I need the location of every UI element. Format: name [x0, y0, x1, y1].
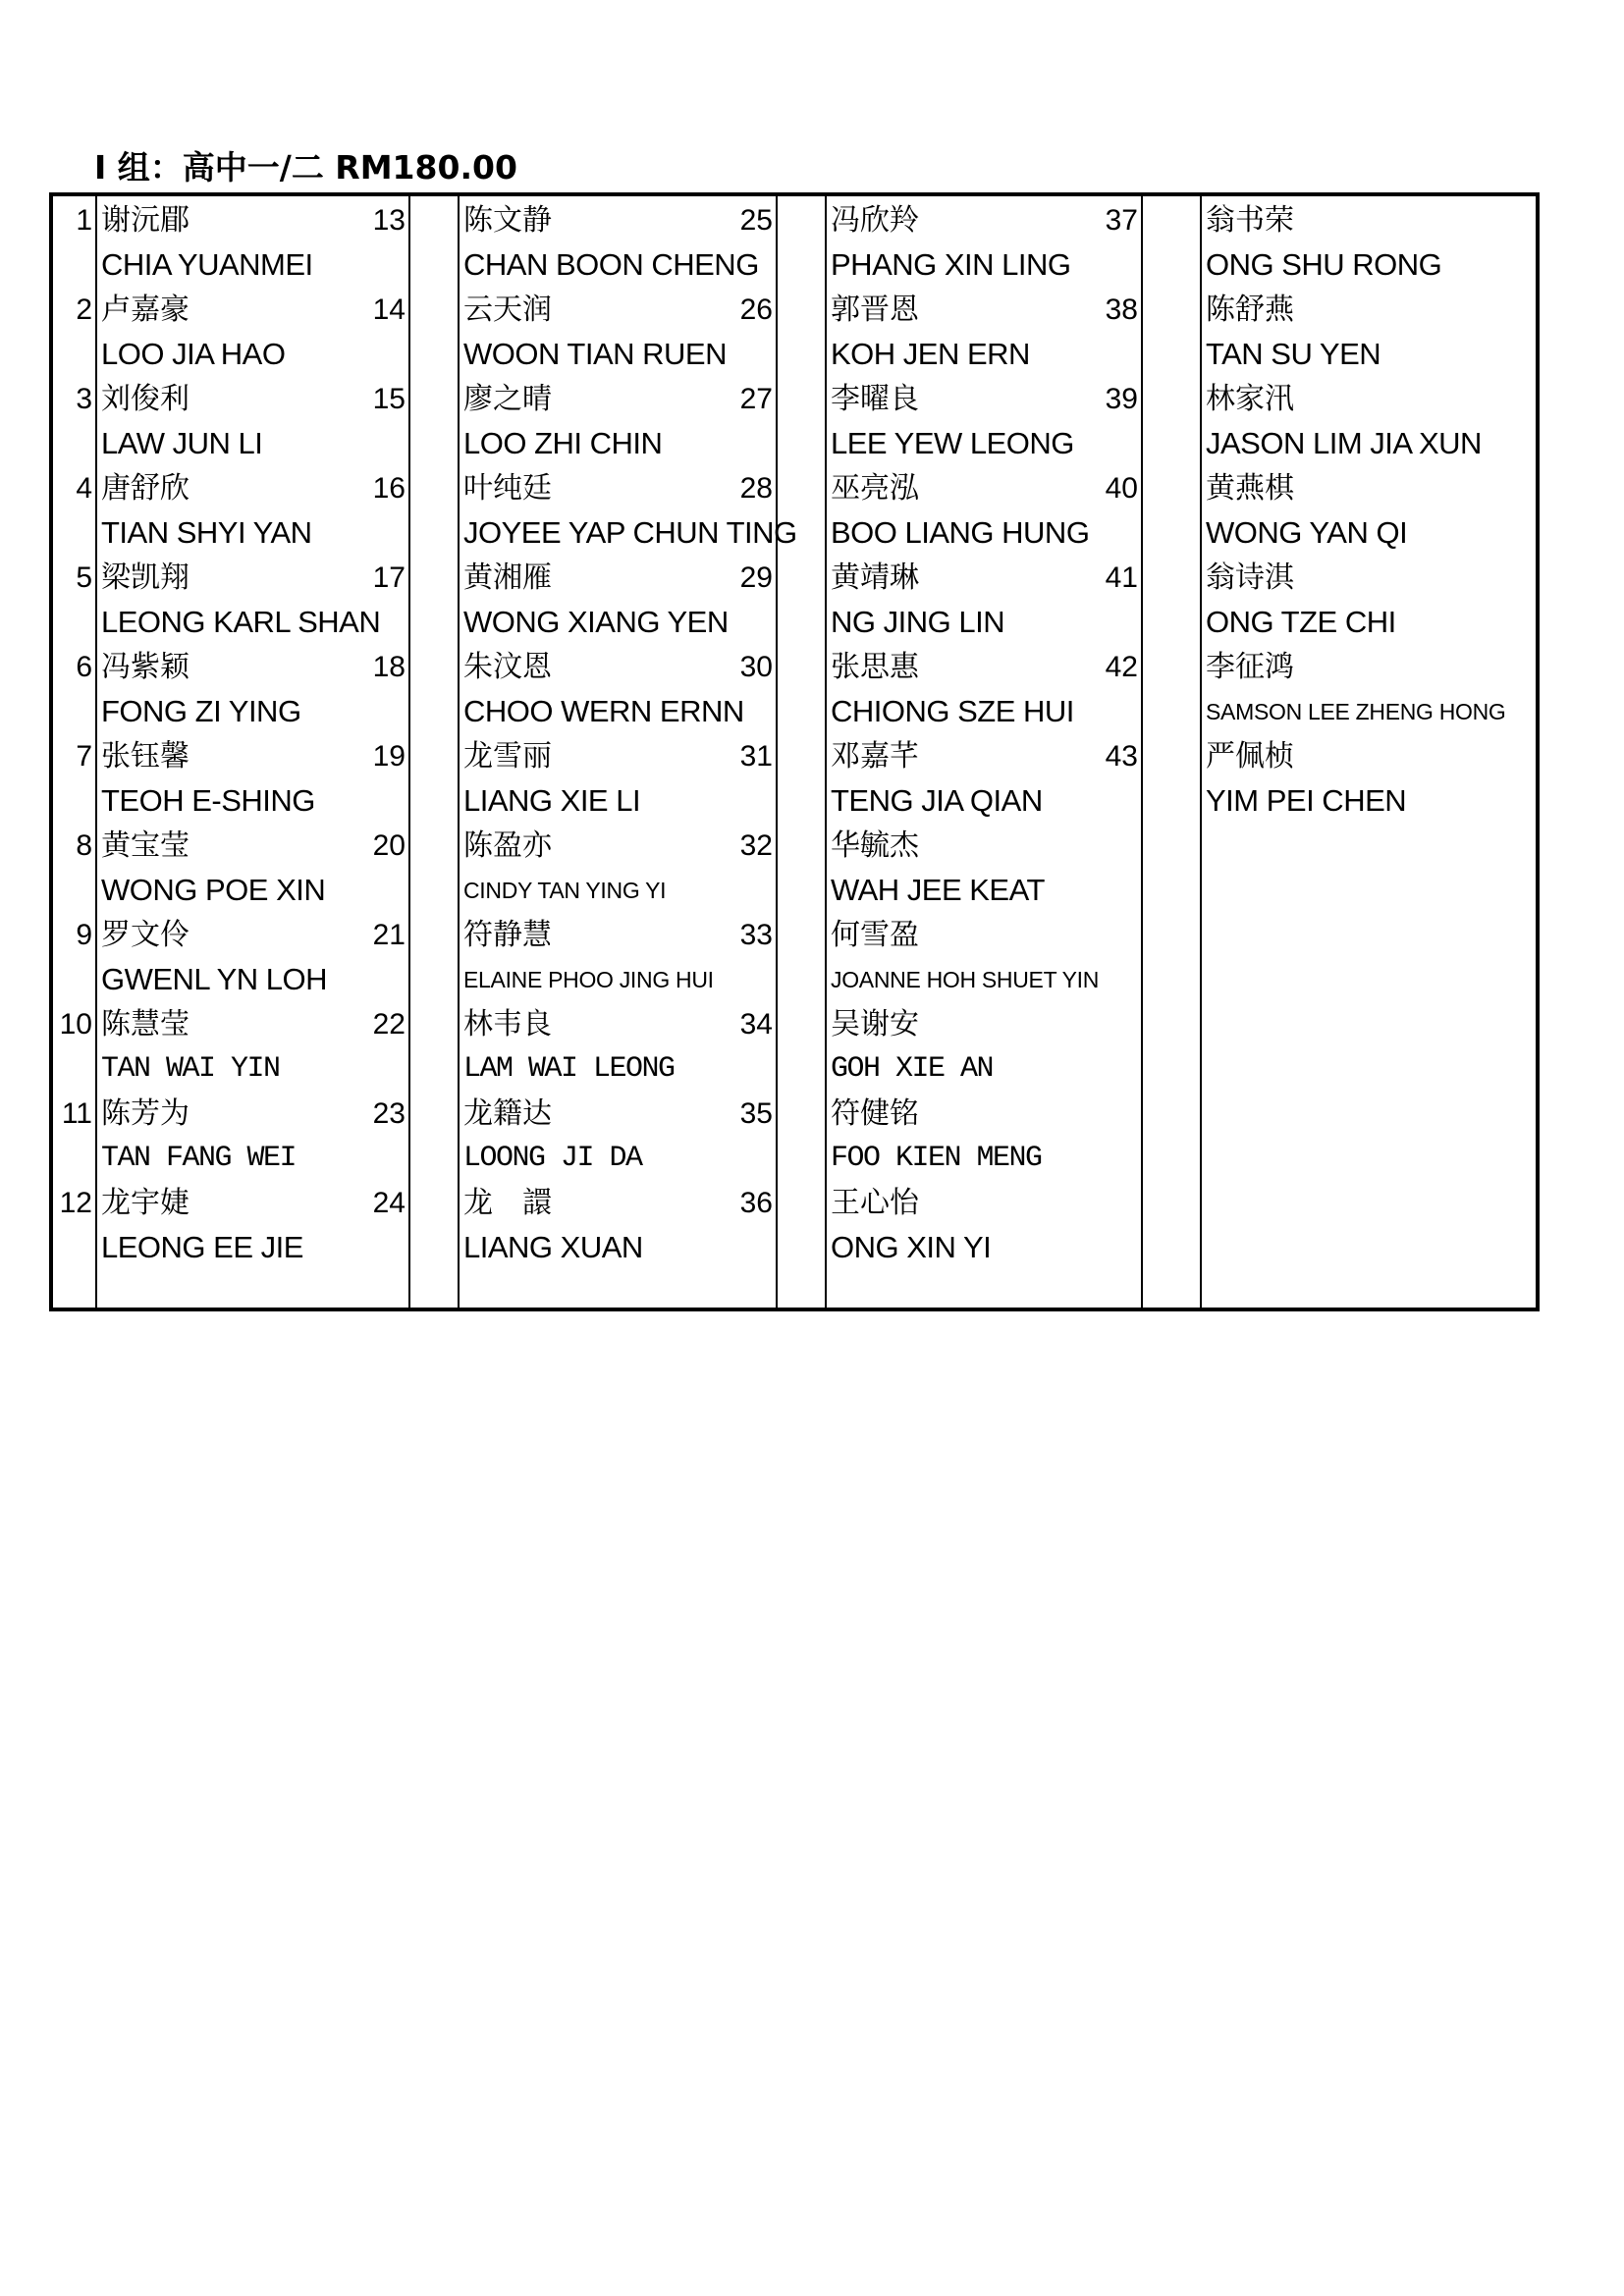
- english-name: GWENL YN LOH: [101, 962, 327, 996]
- entry-number: 1: [76, 204, 92, 237]
- entry-number: 14: [372, 294, 406, 326]
- roster-entry: [53, 198, 1536, 288]
- entry-number: 2: [76, 294, 92, 326]
- entry-number: 20: [372, 829, 406, 862]
- chinese-name: 黄靖琳: [831, 561, 919, 595]
- english-name: JASON LIM JIA XUN: [1206, 426, 1482, 460]
- entry-number: 41: [1105, 561, 1138, 594]
- chinese-name: 吴谢安: [831, 1007, 919, 1041]
- page-title: I 组：高中一/二 RM180.00: [94, 148, 517, 187]
- english-name: ONG SHU RONG: [1206, 247, 1442, 282]
- english-name: CHIONG SZE HUI: [831, 694, 1074, 728]
- chinese-name: 梁凯翔: [101, 561, 189, 595]
- chinese-name: 云天润: [463, 293, 552, 327]
- english-name: LOO ZHI CHIN: [463, 426, 663, 460]
- chinese-name: 李征鸿: [1206, 650, 1294, 684]
- chinese-name: 陈文静: [463, 203, 552, 238]
- entry-number: 43: [1105, 740, 1138, 773]
- chinese-name: 罗文伶: [101, 918, 189, 952]
- english-name: CHIA YUANMEI: [101, 247, 313, 282]
- english-name: CINDY TAN YING YI: [463, 878, 667, 903]
- chinese-name: 龙籍达: [463, 1096, 552, 1131]
- english-name: WONG POE XIN: [101, 873, 326, 907]
- english-name: YIM PEI CHEN: [1206, 783, 1407, 818]
- entry-number: 29: [739, 561, 773, 594]
- chinese-name: 卢嘉豪: [101, 293, 189, 327]
- chinese-name: 谢沅郿: [101, 203, 189, 238]
- roster-entry: [53, 734, 1536, 824]
- chinese-name: 符静慧: [463, 918, 552, 952]
- entry-number: 23: [372, 1097, 406, 1130]
- entry-number: 35: [739, 1097, 773, 1130]
- english-name: CHAN BOON CHENG: [463, 247, 759, 282]
- chinese-name: 陈慧莹: [101, 1007, 189, 1041]
- chinese-name: 巫亮泓: [831, 471, 919, 506]
- english-name: TENG JIA QIAN: [831, 783, 1043, 818]
- english-name: LOONG JI DA: [463, 1142, 642, 1175]
- roster-entry: [53, 913, 1536, 1002]
- chinese-name: 叶纯廷: [463, 471, 552, 506]
- roster-entry: [53, 556, 1536, 645]
- entry-number: 31: [739, 740, 773, 773]
- english-name: ONG XIN YI: [831, 1230, 992, 1264]
- english-name: PHANG XIN LING: [831, 247, 1071, 282]
- entry-number: 26: [739, 294, 773, 326]
- english-name: CHOO WERN ERNN: [463, 694, 744, 728]
- chinese-name: 张思惠: [831, 650, 919, 684]
- english-name: FONG ZI YING: [101, 694, 301, 728]
- english-name: NG JING LIN: [831, 605, 1005, 639]
- roster-entry: [53, 645, 1536, 734]
- entry-number: 7: [76, 740, 92, 773]
- roster-entry: [53, 1181, 1536, 1270]
- english-name: TEOH E-SHING: [101, 783, 315, 818]
- entry-number: 39: [1105, 383, 1138, 415]
- entry-number: 28: [739, 472, 773, 505]
- entry-number: 30: [739, 651, 773, 683]
- chinese-name: 龙 譞: [463, 1186, 552, 1220]
- english-name: FOO KIEN MENG: [831, 1142, 1042, 1175]
- chinese-name: 林家汛: [1206, 382, 1294, 416]
- english-name: LOO JIA HAO: [101, 337, 286, 371]
- roster-entry: [53, 377, 1536, 466]
- entry-number: 8: [76, 829, 92, 862]
- chinese-name: 陈盈亦: [463, 828, 552, 863]
- roster-entry: [53, 288, 1536, 377]
- entry-number: 4: [76, 472, 92, 505]
- entry-number: 34: [739, 1008, 773, 1041]
- roster-entry: [53, 1092, 1536, 1181]
- entry-number: 22: [372, 1008, 406, 1041]
- chinese-name: 冯紫颖: [101, 650, 189, 684]
- chinese-name: 符健铭: [831, 1096, 919, 1131]
- entry-number: 3: [76, 383, 92, 415]
- entry-number: 33: [739, 919, 773, 951]
- english-name: WONG XIANG YEN: [463, 605, 729, 639]
- entry-number: 25: [739, 204, 773, 237]
- entry-number: 18: [372, 651, 406, 683]
- entry-number: 12: [59, 1187, 92, 1219]
- chinese-name: 翁诗淇: [1206, 561, 1294, 595]
- chinese-name: 黄湘雁: [463, 561, 552, 595]
- entry-number: 32: [739, 829, 773, 862]
- english-name: LEONG KARL SHAN: [101, 605, 381, 639]
- english-name: GOH XIE AN: [831, 1052, 994, 1086]
- chinese-name: 华毓杰: [831, 828, 919, 863]
- chinese-name: 黄宝莹: [101, 828, 189, 863]
- chinese-name: 龙宇婕: [101, 1186, 189, 1220]
- chinese-name: 邓嘉芊: [831, 739, 919, 774]
- english-name: LAM WAI LEONG: [463, 1052, 675, 1086]
- entry-number: 10: [59, 1008, 92, 1041]
- chinese-name: 黄燕棋: [1206, 471, 1294, 506]
- chinese-name: 李曜良: [831, 382, 919, 416]
- entry-number: 15: [372, 383, 406, 415]
- english-name: TAN FANG WEI: [101, 1142, 297, 1175]
- entry-number: 6: [76, 651, 92, 683]
- chinese-name: 冯欣羚: [831, 203, 919, 238]
- chinese-name: 龙雪丽: [463, 739, 552, 774]
- entry-number: 16: [372, 472, 406, 505]
- chinese-name: 严佩桢: [1206, 739, 1294, 774]
- english-name: WAH JEE KEAT: [831, 873, 1045, 907]
- english-name: LEE YEW LEONG: [831, 426, 1074, 460]
- entry-number: 27: [739, 383, 773, 415]
- entry-number: 42: [1105, 651, 1138, 683]
- roster-entry: [53, 466, 1536, 556]
- roster-table: [49, 192, 1540, 1311]
- english-name: ELAINE PHOO JING HUI: [463, 967, 714, 992]
- entry-number: 13: [372, 204, 406, 237]
- entry-number: 17: [372, 561, 406, 594]
- chinese-name: 郭晋恩: [831, 293, 919, 327]
- entry-number: 40: [1105, 472, 1138, 505]
- chinese-name: 刘俊利: [101, 382, 189, 416]
- entry-number: 21: [372, 919, 406, 951]
- entry-number: 36: [739, 1187, 773, 1219]
- english-name: TIAN SHYI YAN: [101, 515, 312, 550]
- english-name: LIANG XUAN: [463, 1230, 643, 1264]
- chinese-name: 唐舒欣: [101, 471, 189, 506]
- chinese-name: 陈芳为: [101, 1096, 189, 1131]
- chinese-name: 陈舒燕: [1206, 293, 1294, 327]
- chinese-name: 廖之晴: [463, 382, 552, 416]
- entry-number: 37: [1105, 204, 1138, 237]
- chinese-name: 何雪盈: [831, 918, 919, 952]
- chinese-name: 翁书荣: [1206, 203, 1294, 238]
- roster-entry: [53, 824, 1536, 913]
- english-name: SAMSON LEE ZHENG HONG: [1206, 699, 1506, 724]
- english-name: KOH JEN ERN: [831, 337, 1030, 371]
- entry-number: 11: [61, 1097, 92, 1130]
- english-name: LIANG XIE LI: [463, 783, 641, 818]
- english-name: JOANNE HOH SHUET YIN: [831, 967, 1100, 992]
- entry-number: 38: [1105, 294, 1138, 326]
- chinese-name: 朱汶恩: [463, 650, 552, 684]
- roster-entry: [53, 1002, 1536, 1092]
- english-name: WONG YAN QI: [1206, 515, 1408, 550]
- english-name: BOO LIANG HUNG: [831, 515, 1090, 550]
- english-name: LAW JUN LI: [101, 426, 263, 460]
- chinese-name: 林韦良: [463, 1007, 552, 1041]
- english-name: LEONG EE JIE: [101, 1230, 303, 1264]
- english-name: ONG TZE CHI: [1206, 605, 1396, 639]
- entry-number: 9: [76, 919, 92, 951]
- chinese-name: 王心怡: [831, 1186, 919, 1220]
- english-name: WOON TIAN RUEN: [463, 337, 727, 371]
- entry-number: 5: [76, 561, 92, 594]
- english-name: TAN SU YEN: [1206, 337, 1381, 371]
- chinese-name: 张钰馨: [101, 739, 189, 774]
- english-name: JOYEE YAP CHUN TING: [463, 515, 797, 550]
- entry-number: 24: [372, 1187, 406, 1219]
- entry-number: 19: [372, 740, 406, 773]
- english-name: TAN WAI YIN: [101, 1052, 280, 1086]
